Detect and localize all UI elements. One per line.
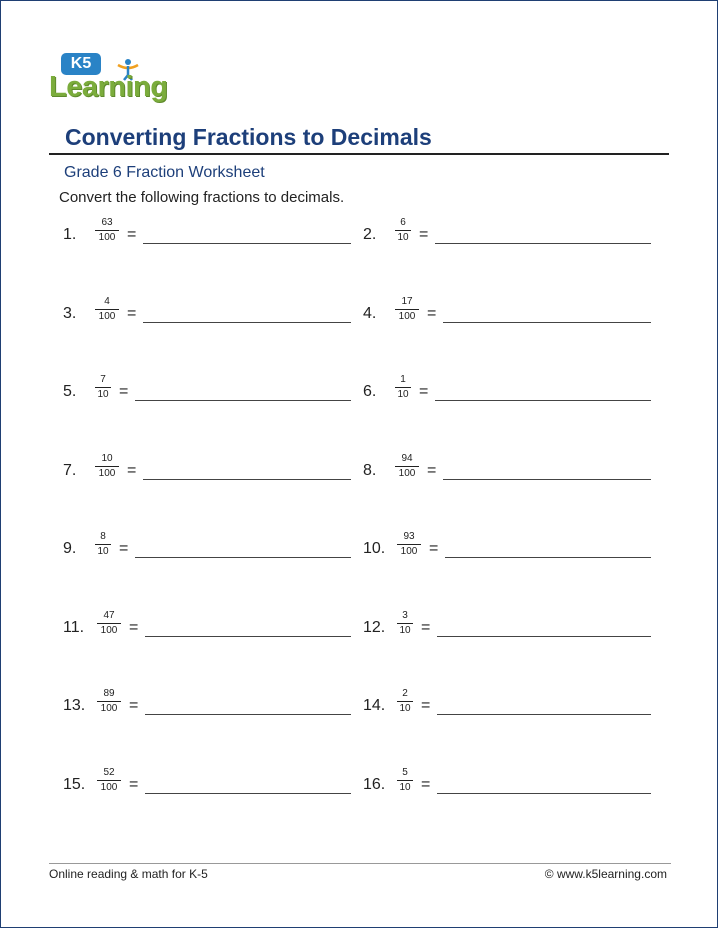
numerator: 2: [402, 688, 408, 699]
denominator: 100: [100, 703, 118, 714]
equals-sign: =: [119, 383, 129, 400]
numerator: 8: [100, 531, 106, 542]
equals-sign: =: [427, 461, 437, 479]
numerator: 7: [100, 374, 106, 385]
fraction: [95, 217, 119, 244]
answer-line[interactable]: [435, 243, 651, 244]
fraction: [395, 217, 411, 244]
problem-number: 13.: [63, 697, 86, 714]
numerator: 17: [401, 295, 413, 307]
numerator: 3: [402, 609, 408, 621]
problem-number: 8.: [363, 461, 377, 479]
problem-item: [363, 688, 663, 724]
denominator: 100: [400, 546, 418, 557]
denominator: 10: [399, 781, 411, 793]
problem-number: 14.: [363, 697, 386, 714]
k5-learning-logo: [49, 53, 189, 105]
fraction: [397, 610, 413, 637]
equals-sign: =: [127, 461, 137, 479]
fraction: [397, 531, 421, 558]
fraction-bar: [97, 623, 121, 624]
numerator: 47: [103, 609, 115, 621]
fraction: [397, 688, 413, 715]
numerator: 10: [101, 452, 113, 464]
problem-number: 2.: [363, 226, 377, 243]
problem-item: [363, 217, 663, 253]
answer-line[interactable]: [443, 479, 651, 480]
denominator: 100: [98, 467, 116, 479]
footer-tagline: Online reading & math for K-5: [49, 867, 208, 881]
answer-line[interactable]: [145, 793, 351, 794]
fraction: [95, 531, 111, 558]
fraction: [97, 610, 121, 637]
fraction-bar: [395, 309, 419, 310]
fraction-bar: [95, 230, 119, 231]
problem-number: 16.: [363, 775, 386, 793]
fraction: [95, 296, 119, 323]
problem-item: [363, 531, 663, 567]
answer-line[interactable]: [145, 636, 351, 637]
equals-sign: =: [419, 383, 429, 400]
numerator: 94: [401, 452, 413, 464]
fraction-bar: [397, 701, 413, 702]
problem-number: 6.: [363, 383, 377, 400]
equals-sign: =: [427, 304, 437, 322]
answer-line[interactable]: [445, 557, 651, 558]
fraction-bar: [95, 309, 119, 310]
problem-number: 9.: [63, 540, 77, 557]
denominator: 100: [98, 232, 116, 243]
answer-line[interactable]: [135, 400, 351, 401]
fraction-bar: [395, 230, 411, 231]
answer-line[interactable]: [145, 714, 351, 715]
fraction-bar: [95, 466, 119, 467]
fraction: [95, 374, 111, 401]
denominator: 10: [399, 624, 411, 636]
numerator: 89: [103, 688, 115, 699]
equals-sign: =: [129, 775, 139, 793]
numerator: 4: [104, 295, 110, 307]
footer-divider: [49, 863, 671, 864]
fraction-bar: [395, 466, 419, 467]
fraction: [397, 767, 413, 794]
problem-number: 5.: [63, 383, 77, 400]
denominator: 100: [100, 624, 118, 636]
answer-line[interactable]: [135, 557, 351, 558]
equals-sign: =: [129, 697, 139, 714]
problem-number: 7.: [63, 461, 77, 479]
denominator: 10: [397, 389, 409, 400]
problem-number: 11.: [63, 618, 85, 636]
problem-number: 15.: [63, 775, 86, 793]
answer-line[interactable]: [143, 479, 351, 480]
problem-number: 1.: [63, 226, 77, 243]
fraction-bar: [95, 544, 111, 545]
problem-item: [63, 767, 363, 803]
answer-line[interactable]: [435, 400, 651, 401]
answer-line[interactable]: [143, 243, 351, 244]
numerator: 1: [400, 374, 406, 385]
numerator: 63: [101, 217, 113, 228]
fraction-bar: [97, 780, 121, 781]
problem-item: [63, 296, 363, 332]
instructions: Convert the following fractions to decimals.: [59, 189, 345, 206]
page-subtitle: Grade 6 Fraction Worksheet: [64, 164, 265, 181]
answer-line[interactable]: [443, 322, 651, 323]
fraction: [95, 453, 119, 480]
equals-sign: =: [119, 540, 129, 557]
problem-item: [363, 767, 663, 803]
denominator: 10: [399, 703, 411, 714]
page-title: Converting Fractions to Decimals: [65, 124, 432, 150]
problem-number: 10.: [363, 540, 386, 557]
denominator: 10: [397, 232, 409, 243]
fraction-bar: [397, 780, 413, 781]
problem-item: [363, 374, 663, 410]
problem-number: 4.: [363, 304, 377, 322]
answer-line[interactable]: [143, 322, 351, 323]
problem-item: [363, 453, 663, 489]
fraction: [395, 374, 411, 401]
fraction-bar: [395, 387, 411, 388]
answer-line[interactable]: [437, 714, 651, 715]
fraction: [97, 767, 121, 794]
problem-item: [363, 610, 663, 646]
denominator: 100: [100, 781, 118, 793]
denominator: 100: [398, 467, 416, 479]
answer-line[interactable]: [437, 636, 651, 637]
denominator: 100: [398, 310, 416, 322]
problem-item: [63, 453, 363, 489]
equals-sign: =: [421, 775, 431, 793]
problem-item: [63, 217, 363, 253]
fraction: [97, 688, 121, 715]
fraction-bar: [397, 544, 421, 545]
problem-item: [63, 531, 363, 567]
equals-sign: =: [129, 618, 139, 636]
problem-item: [63, 374, 363, 410]
fraction: [395, 453, 419, 480]
problem-item: [63, 610, 363, 646]
equals-sign: =: [421, 697, 431, 714]
problem-number: 12.: [363, 618, 386, 636]
problem-item: [363, 296, 663, 332]
answer-line[interactable]: [437, 793, 651, 794]
denominator: 10: [97, 389, 109, 400]
equals-sign: =: [127, 304, 137, 322]
numerator: 6: [400, 217, 406, 228]
equals-sign: =: [419, 226, 429, 243]
fraction-bar: [95, 387, 111, 388]
fraction: [395, 296, 419, 323]
problem-number: 3.: [63, 304, 77, 322]
equals-sign: =: [421, 618, 431, 636]
numerator: 52: [103, 766, 115, 778]
fraction-bar: [97, 701, 121, 702]
title-divider: [49, 153, 669, 155]
problem-item: [63, 688, 363, 724]
denominator: 100: [98, 310, 116, 322]
denominator: 10: [97, 546, 109, 557]
equals-sign: =: [127, 226, 137, 243]
numerator: 5: [402, 766, 408, 778]
logo-badge: K5: [61, 53, 101, 75]
footer-copyright: © www.k5learning.com: [544, 867, 667, 881]
numerator: 93: [403, 531, 415, 542]
equals-sign: =: [429, 540, 439, 557]
fraction-bar: [397, 623, 413, 624]
logo-wordmark: Learning: [49, 71, 168, 103]
